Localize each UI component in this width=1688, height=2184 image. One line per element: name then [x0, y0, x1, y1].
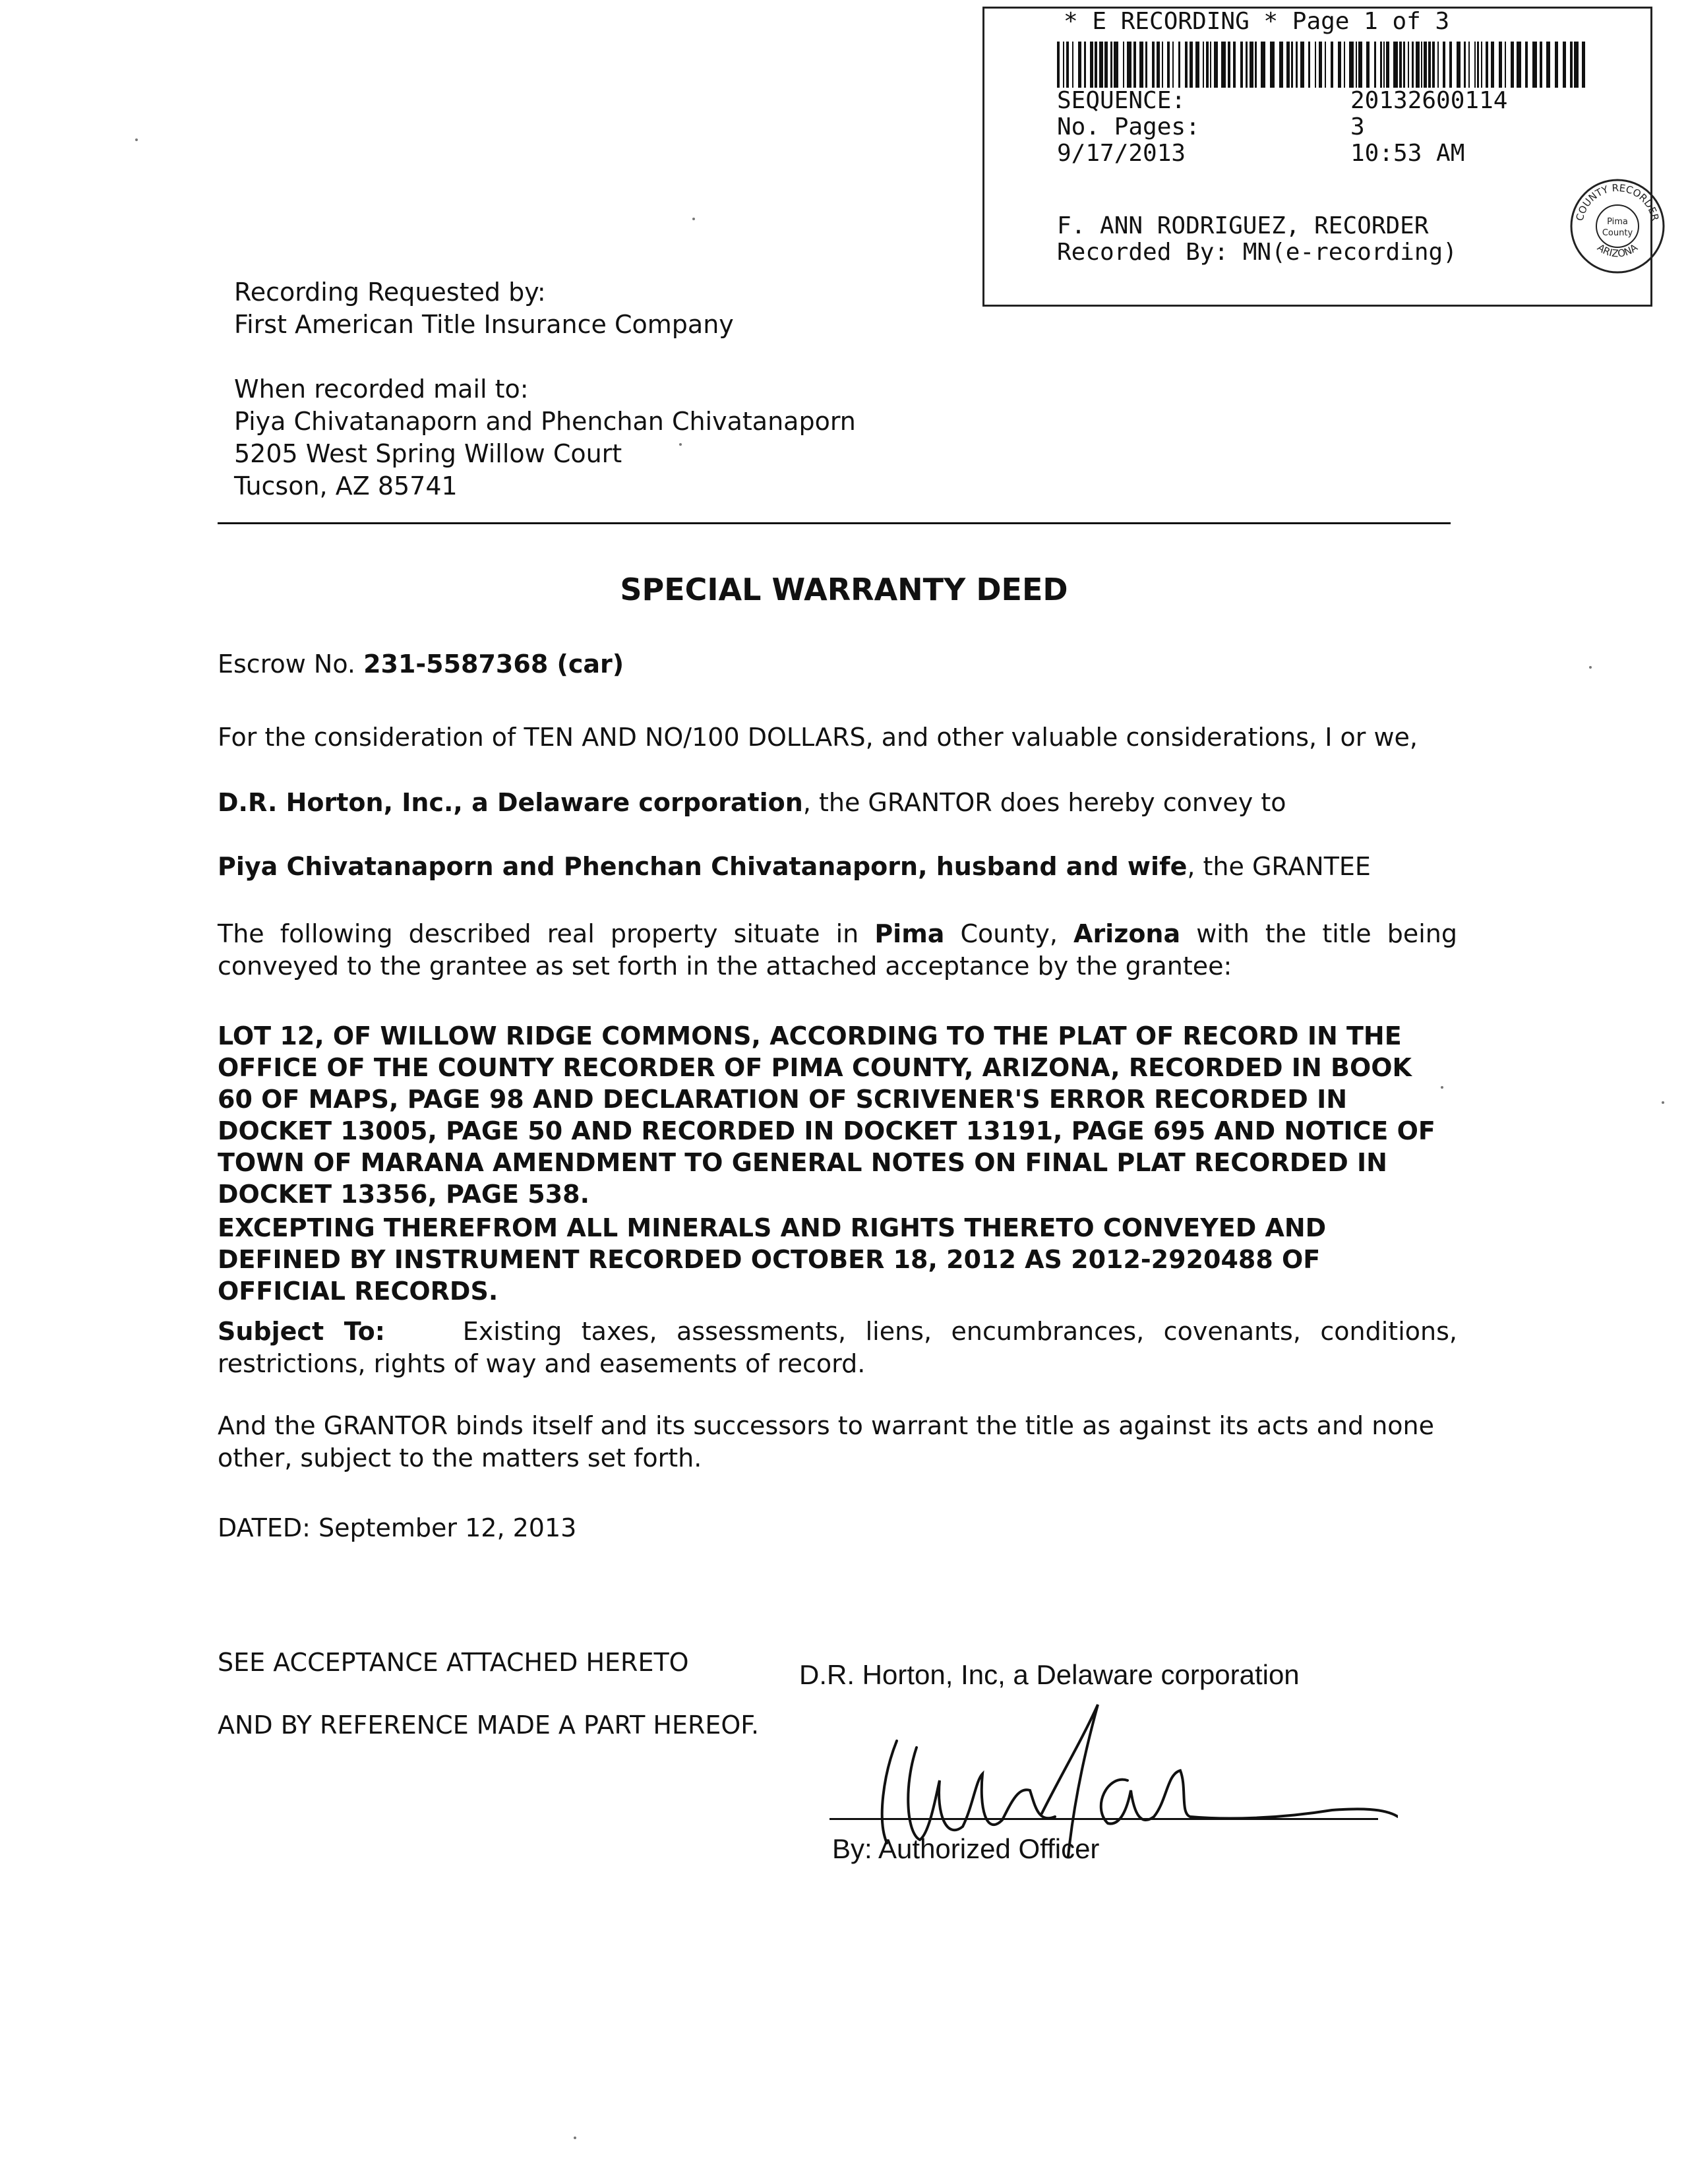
barcode	[1057, 42, 1588, 88]
scan-speck	[692, 218, 695, 220]
barcode-bar	[1331, 42, 1333, 88]
acceptance-line-1: SEE ACCEPTANCE ATTACHED HERETO	[218, 1648, 689, 1677]
barcode-bar	[1477, 42, 1479, 88]
barcode-bar	[1072, 42, 1073, 88]
barcode-bar	[1424, 42, 1427, 88]
county-seal-icon	[1568, 177, 1667, 276]
barcode-bar	[1210, 42, 1211, 88]
barcode-bar	[1104, 42, 1108, 88]
svg-text:ARIZONA: ARIZONA	[1595, 241, 1640, 260]
grantee-line	[218, 850, 1371, 883]
barcode-bar	[1078, 42, 1081, 88]
barcode-bar	[1555, 42, 1558, 88]
barcode-bar	[1291, 42, 1293, 88]
property-county: Pima	[874, 919, 945, 948]
barcode-bar	[1421, 42, 1422, 88]
barcode-bar	[1408, 42, 1409, 88]
requested-by-company: First American Title Insurance Company	[234, 310, 734, 339]
barcode-bar	[1374, 42, 1376, 88]
grantee-name: Piya Chivatanaporn and Phenchan Chivatanaporn, husband and wife	[218, 852, 1188, 881]
barcode-bar	[1206, 42, 1209, 88]
barcode-bar	[1250, 42, 1253, 88]
barcode-bar	[1152, 42, 1155, 88]
subject-to-paragraph	[218, 1316, 1457, 1380]
recording-stamp	[982, 7, 1662, 307]
barcode-bar	[1308, 42, 1310, 88]
barcode-bar	[1505, 42, 1506, 88]
barcode-bar	[1380, 42, 1382, 88]
scan-speck	[1662, 1101, 1664, 1104]
barcode-bar	[1383, 42, 1385, 88]
property-state: Arizona	[1073, 919, 1181, 948]
svg-text:COUNTY RECORDER: COUNTY RECORDER	[1573, 181, 1662, 222]
header-divider	[218, 522, 1451, 524]
grantor-suffix: , the GRANTOR does hereby convey to	[802, 788, 1286, 817]
barcode-bar	[1344, 42, 1345, 88]
barcode-bar	[1325, 42, 1326, 88]
recording-time: 10:53 AM	[1350, 140, 1465, 167]
barcode-bar	[1386, 42, 1389, 88]
scan-speck	[135, 138, 138, 141]
barcode-bar	[1279, 42, 1283, 88]
barcode-bar	[1110, 42, 1112, 88]
barcode-bar	[1517, 42, 1521, 88]
barcode-bar	[1203, 42, 1204, 88]
recorder-name: F. ANN RODRIGUEZ, RECORDER	[1057, 212, 1429, 239]
barcode-bar	[1123, 42, 1124, 88]
barcode-bar	[1095, 42, 1097, 88]
barcode-bar	[1457, 42, 1461, 88]
scan-speck	[679, 443, 682, 446]
barcode-bar	[1099, 42, 1103, 88]
barcode-bar	[1491, 42, 1494, 88]
grantor-name: D.R. Horton, Inc., a Delaware corporation	[218, 788, 803, 817]
barcode-bar	[1449, 42, 1452, 88]
barcode-bar	[1172, 42, 1174, 88]
legal-description: LOT 12, OF WILLOW RIDGE COMMONS, ACCORDING TO THE PLAT OF RECORD IN THE OFFICE OF THE COUNTY RECORDER OF PIMA COUNTY, ARIZONA, RECORDED IN BOOK 60 OF MAPS, PAGE 98 AND DECLARATION OF SCRIVENER'S ERROR RECORDED IN DOCKET 13005, PAGE 50 AND RECORDED IN DOCKET 13191, PAGE 695 AND NOTICE OF TOWN OF MARANA AMENDMENT TO GENERAL NOTES ON FINAL PLAT RECORDED IN DOCKET 13356, PAGE 538.	[218, 1021, 1435, 1209]
barcode-bar	[1090, 42, 1093, 88]
barcode-bar	[1145, 42, 1147, 88]
signature-company: D.R. Horton, Inc, a Delaware corporation	[799, 1659, 1300, 1690]
barcode-bar	[1499, 42, 1502, 88]
barcode-bar	[1481, 42, 1482, 88]
page-title: SPECIAL WARRANTY DEED	[620, 572, 1068, 607]
signature-by: By: Authorized Officer	[832, 1833, 1100, 1864]
barcode-bar	[1582, 42, 1585, 88]
barcode-bar	[1133, 42, 1136, 88]
barcode-bar	[1315, 42, 1316, 88]
mail-to-name: Piya Chivatanaporn and Phenchan Chivatanaporn	[234, 407, 856, 436]
scan-speck	[1441, 1086, 1443, 1089]
mail-to-street: 5205 West Spring Willow Court	[234, 439, 622, 468]
svg-text:County: County	[1602, 228, 1633, 238]
barcode-bar	[1416, 42, 1420, 88]
barcode-bar	[1443, 42, 1445, 88]
barcode-bar	[1240, 42, 1243, 88]
stamp-header: * E RECORDING * Page 1 of 3	[1064, 8, 1450, 35]
mail-to-city: Tucson, AZ 85741	[234, 471, 458, 501]
grantor-line	[218, 786, 1286, 819]
property-paragraph: The following described real property situate in Pima County, Arizona with the title being conveyed to the grantee as set forth in the attached acceptance by the grantee:	[218, 919, 1457, 981]
barcode-bar	[1393, 42, 1398, 88]
barcode-bar	[1546, 42, 1550, 88]
svg-text:Pima: Pima	[1607, 217, 1628, 227]
barcode-bar	[1349, 42, 1354, 88]
barcode-bar	[1162, 42, 1163, 88]
barcode-bar	[1296, 42, 1298, 88]
barcode-bar	[1356, 42, 1357, 88]
barcode-bar	[1157, 42, 1160, 88]
barcode-bar	[1270, 42, 1275, 88]
barcode-bar	[1532, 42, 1537, 88]
recorded-by: Recorded By: MN(e-recording)	[1057, 239, 1457, 266]
grantee-suffix: , the GRANTEE	[1187, 852, 1371, 881]
barcode-bar	[1057, 42, 1060, 88]
excepting-clause: EXCEPTING THEREFROM ALL MINERALS AND RIGHTS THERETO CONVEYED AND DEFINED BY INSTRUMENT RECORDED OCTOBER 18, 2012 AS 2012-2920488 OF OFFICIAL RECORDS.	[218, 1213, 1327, 1306]
dated-line: DATED: September 12, 2013	[218, 1513, 577, 1542]
subject-to-label: Subject To:	[218, 1317, 385, 1346]
barcode-bar	[1255, 42, 1257, 88]
barcode-bar	[1066, 42, 1069, 88]
barcode-bar	[1167, 42, 1170, 88]
pages-value: 3	[1350, 113, 1365, 140]
barcode-bar	[1114, 42, 1118, 88]
barcode-bar	[1432, 42, 1435, 88]
barcode-bar	[1570, 42, 1573, 88]
barcode-bar	[1511, 42, 1514, 88]
barcode-bar	[1286, 42, 1290, 88]
recording-date: 9/17/2013	[1057, 140, 1186, 167]
barcode-bar	[1221, 42, 1226, 88]
barcode-bar	[1366, 42, 1370, 88]
consideration-text: For the consideration of TEN AND NO/100 DOLLARS, and other valuable considerations, I or we,	[218, 723, 1418, 752]
barcode-bar	[1399, 42, 1402, 88]
sequence-label: SEQUENCE:	[1057, 87, 1186, 114]
barcode-bar	[1574, 42, 1579, 88]
barcode-bar	[1139, 42, 1143, 88]
scan-speck	[1589, 666, 1592, 669]
escrow-label: Escrow No.	[218, 650, 355, 679]
requested-by-label: Recording Requested by:	[234, 278, 546, 307]
escrow-number: 231-5587368 (car)	[363, 650, 624, 679]
barcode-bar	[1195, 42, 1199, 88]
barcode-bar	[1525, 42, 1528, 88]
acceptance-line-2: AND BY REFERENCE MADE A PART HEREOF.	[218, 1711, 760, 1740]
barcode-bar	[1190, 42, 1193, 88]
barcode-bar	[1358, 42, 1362, 88]
escrow-line	[218, 648, 624, 681]
barcode-bar	[1246, 42, 1248, 88]
barcode-bar	[1185, 42, 1188, 88]
barcode-bar	[1403, 42, 1405, 88]
barcode-bar	[1228, 42, 1230, 88]
sequence-value: 20132600114	[1350, 87, 1508, 114]
barcode-bar	[1063, 42, 1064, 88]
barcode-bar	[1428, 42, 1431, 88]
barcode-bar	[1300, 42, 1304, 88]
barcode-bar	[1464, 42, 1466, 88]
barcode-bar	[1084, 42, 1086, 88]
scan-speck	[574, 2137, 576, 2139]
barcode-bar	[1468, 42, 1470, 88]
barcode-bar	[1563, 42, 1566, 88]
barcode-bar	[1319, 42, 1322, 88]
pages-label: No. Pages:	[1057, 113, 1200, 140]
barcode-bar	[1540, 42, 1542, 88]
barcode-bar	[1127, 42, 1131, 88]
barcode-bar	[1214, 42, 1218, 88]
barcode-bar	[1486, 42, 1488, 88]
subject-to-text: Existing taxes, assessments, liens, encumbrances, covenants, conditions, restrictions, rights of way and easements of record.	[218, 1317, 1457, 1378]
barcode-bar	[1178, 42, 1180, 88]
signature-line	[829, 1818, 1378, 1820]
barcode-bar	[1261, 42, 1265, 88]
barcode-bar	[1474, 42, 1476, 88]
warranty-paragraph: And the GRANTOR binds itself and its successors to warrant the title as against its acts and none other, subject to the matters set forth.	[218, 1411, 1435, 1472]
barcode-bar	[1233, 42, 1236, 88]
barcode-bar	[1412, 42, 1414, 88]
barcode-bar	[1338, 42, 1341, 88]
barcode-bar	[1437, 42, 1439, 88]
mail-to-label: When recorded mail to:	[234, 375, 529, 404]
